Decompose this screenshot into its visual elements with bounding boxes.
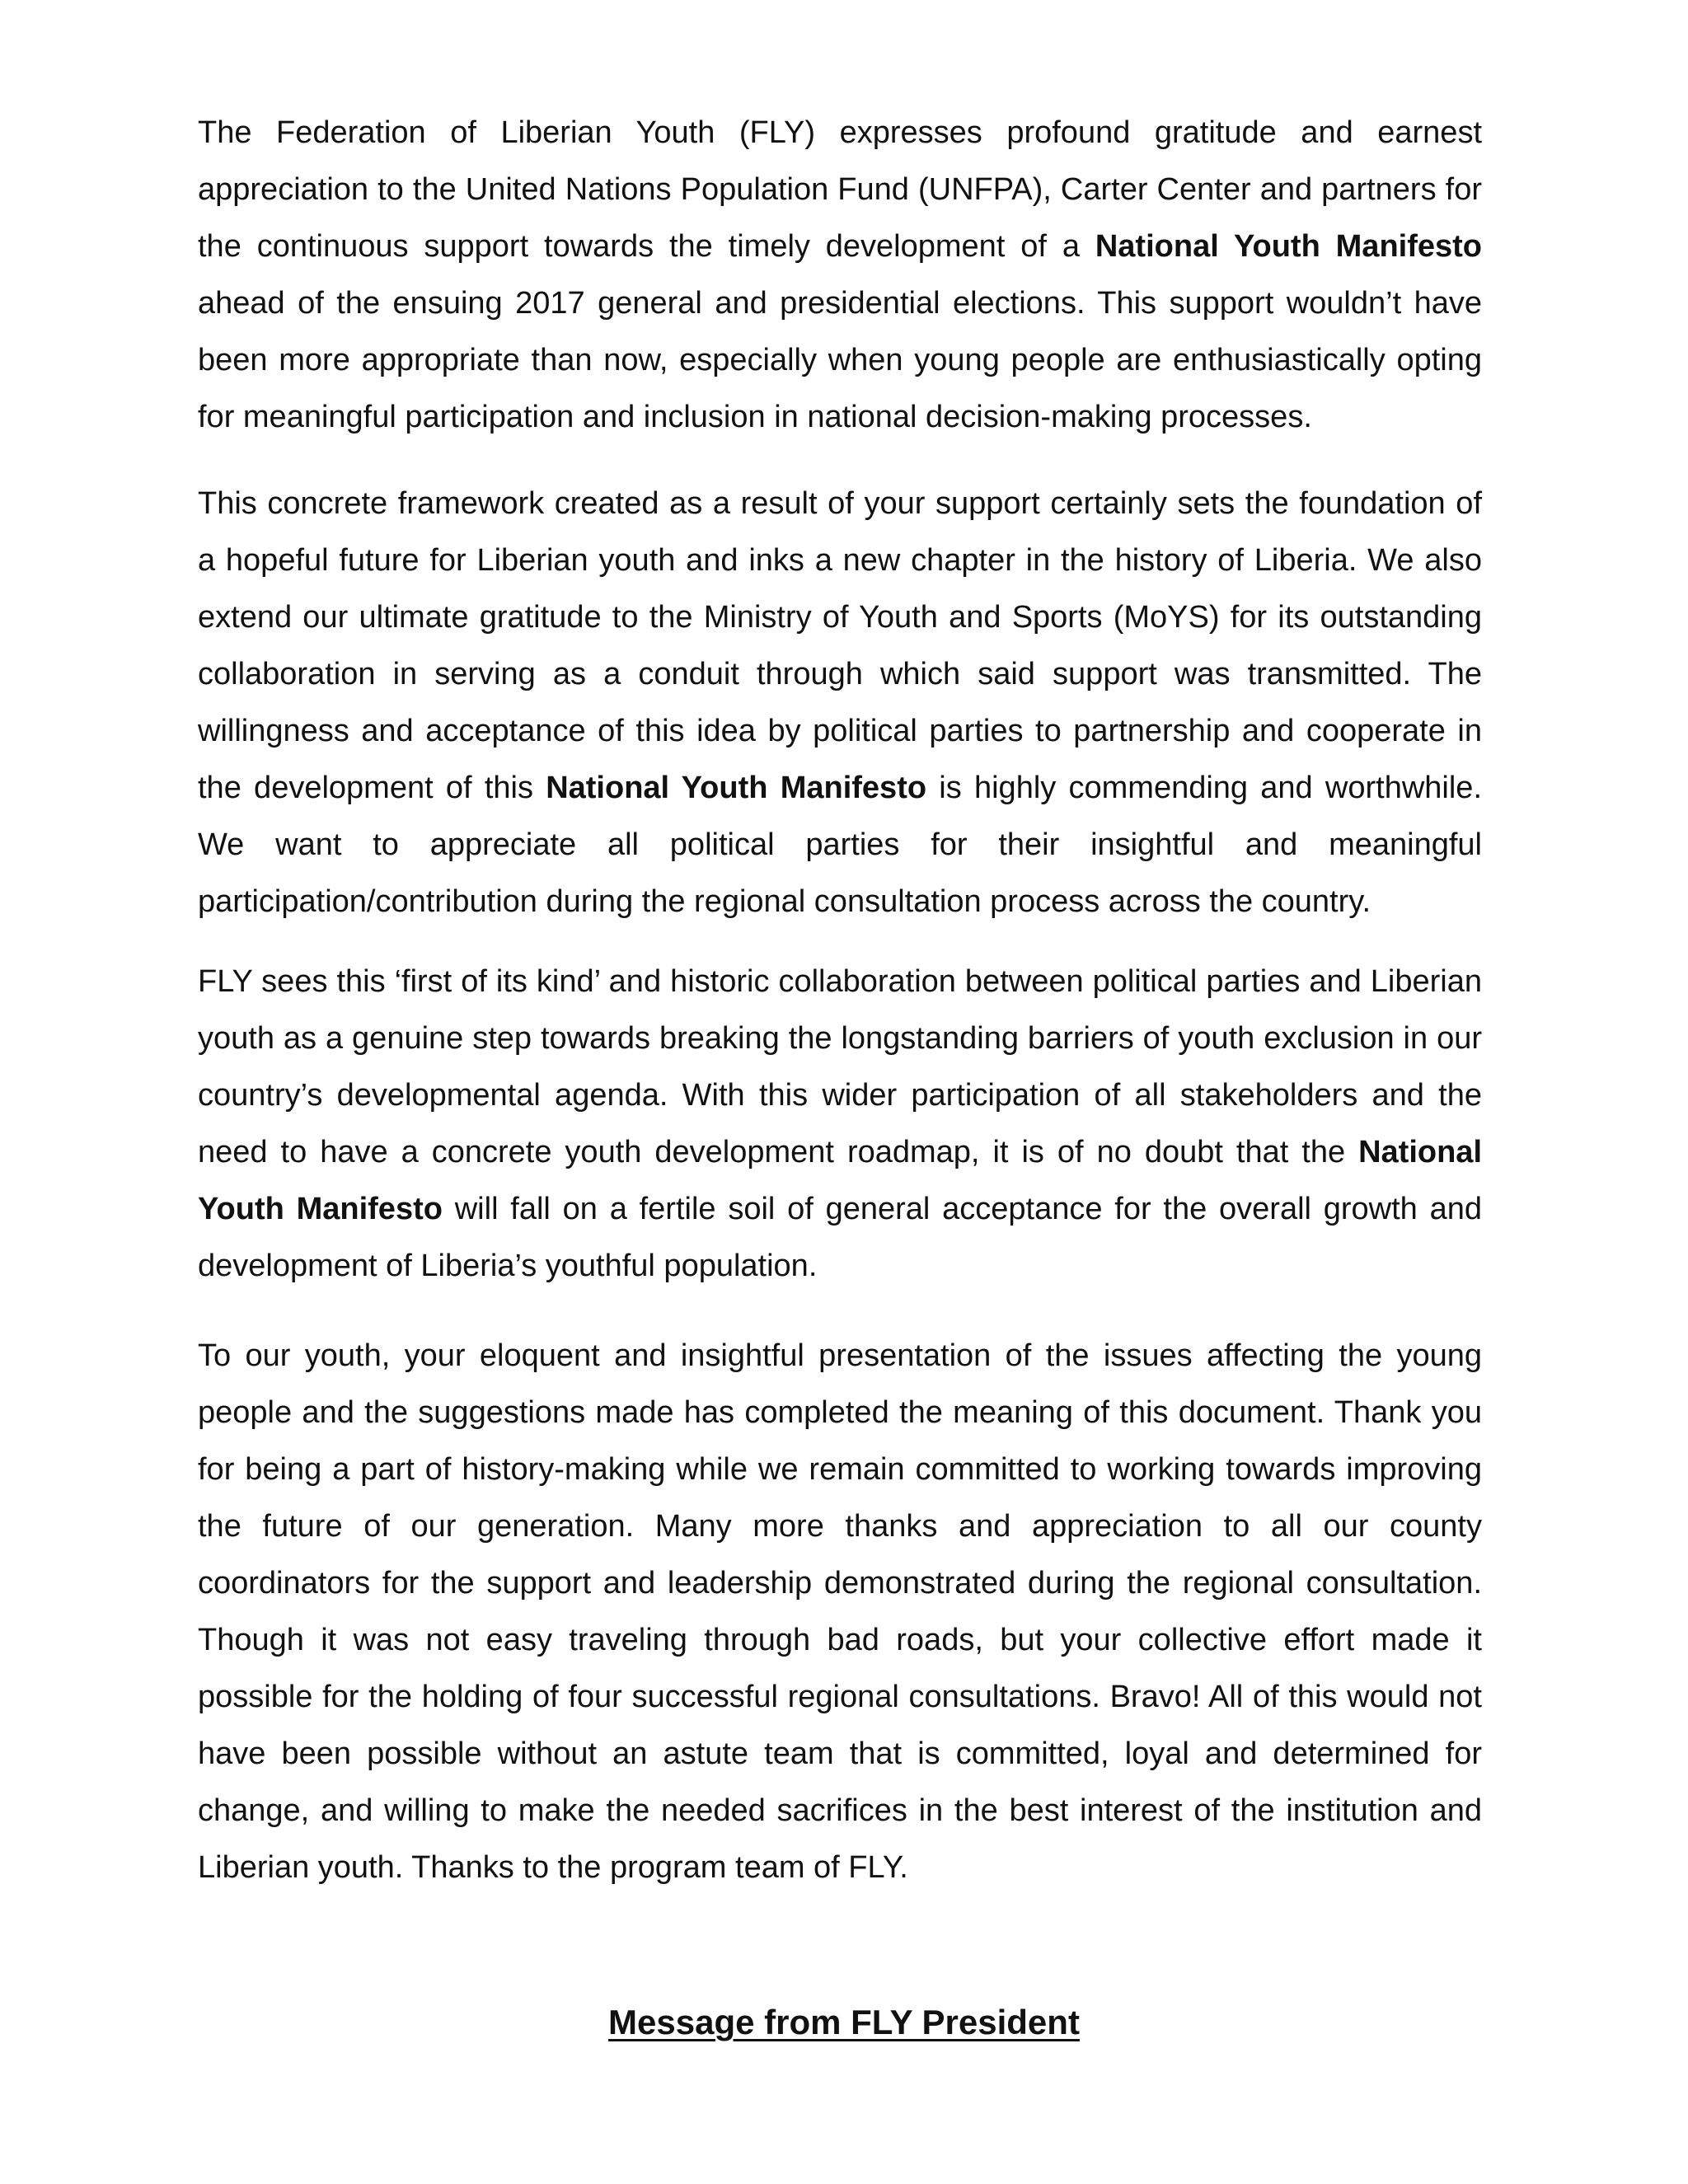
paragraph-text: This concrete framework created as a result of your support certainly sets the foundation of a hopeful future for Liberian youth and inks a new chapter in the history of Liberia. We also extend our ultimate gratitude to the Ministry of Youth and Sports (MoYS) for its outstanding collaboration in serving as a conduit through which said support was transmitted. The willingness and acceptance of this idea by political parties to partnership and cooperate in the development of this — [198, 486, 1482, 805]
bold-manifesto-term: National Youth Manifesto — [546, 771, 927, 805]
paragraph-text: FLY sees this ‘first of its kind’ and historic collaboration between political parties and Liberian youth as a genuine step towards breaking the longstanding barriers of youth exclusion in our country’s developmental agenda. With this wider participation of all stakeholders and the need to have a concrete youth development roadmap, it is of no doubt that the — [198, 964, 1482, 1169]
paragraph-text: The Federation of Liberian Youth (FLY) expresses profound gratitude and earnest appreciation to the United Nations Population Fund (UNFPA), Carter Center and partners for the continuous support towards the timely development of a — [198, 115, 1482, 264]
paragraph-text: ahead of the ensuing 2017 general and presidential elections. This support wouldn’t have been more appropriate than now, especially when young people are enthusiastically opting for meaningful participation and inclusion in national decision-making processes. — [198, 286, 1482, 434]
body-text — [198, 105, 1482, 1896]
paragraph-acknowledgement-unfpa — [198, 105, 1482, 446]
bold-manifesto-term: National Youth Manifesto — [198, 1135, 1482, 1226]
paragraph-text: is highly commending and worthwhile. We want to appreciate all political parties for their insightful and meaningful participation/contribution during the regional consultation process across the country. — [198, 771, 1483, 919]
paragraph-youth-thanks — [198, 1328, 1482, 1896]
paragraph-framework-moys — [198, 476, 1482, 930]
paragraph-text: will fall on a fertile soil of general acceptance for the overall growth and development of Liberia’s youthful population. — [198, 1192, 1482, 1283]
section-heading: Message from FLY President — [608, 2003, 1080, 2041]
bold-manifesto-term: National Youth Manifesto — [1095, 229, 1483, 264]
paragraph-historic-collaboration — [198, 954, 1482, 1295]
paragraph-text: To our youth, your eloquent and insightful presentation of the issues affecting the young people and the suggestions made has completed the meaning of this document. Thank you for being a part of history-making while we remain committed to working towards improving the future of our generation. Many more thanks and appreciation to all our county coordinators for the support and leadership demonstrated during the regional consultation. Though it was not easy traveling through bad roads, but your collective effort made it possible for the holding of four successful regional consultations. Bravo! All of this would not have been possible without an astute team that is committed, loyal and determined for change, and willing to make the needed sacrifices in the best interest of the institution and Liberian youth. Thanks to the program team of FLY. — [198, 1338, 1482, 1885]
